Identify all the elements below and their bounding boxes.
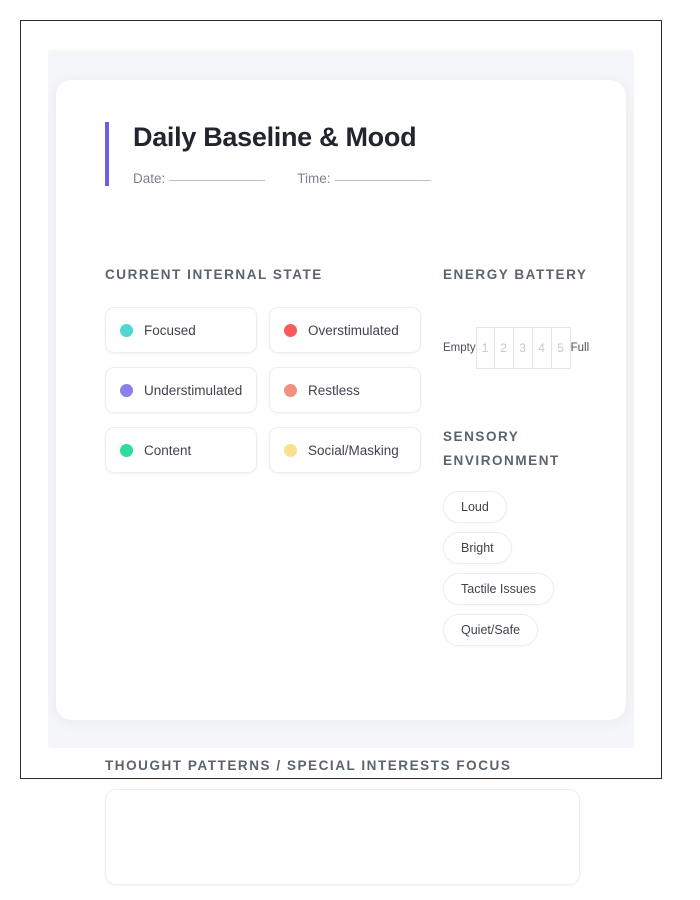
battery-cell-4[interactable]: 4 [533, 327, 552, 369]
state-option-label: Understimulated [144, 382, 243, 398]
battery-cell-3[interactable]: 3 [514, 327, 533, 369]
title-block [105, 122, 575, 186]
state-option-understimulated[interactable] [105, 367, 257, 413]
sensory-option-bright[interactable]: Bright [443, 532, 512, 564]
state-option-focused[interactable] [105, 307, 257, 353]
state-option-label: Content [144, 442, 192, 458]
date-write-line[interactable] [169, 180, 265, 181]
state-option-restless[interactable] [269, 367, 421, 413]
state-option-label: Social/Masking [308, 442, 399, 458]
sensory-option-tactile-issues[interactable]: Tactile Issues [443, 573, 554, 605]
battery-cell-2[interactable]: 2 [495, 327, 514, 369]
battery-cell-group [476, 327, 571, 369]
internal-state-section [105, 263, 423, 473]
battery-cell-5[interactable]: 5 [552, 327, 571, 369]
state-option-label: Overstimulated [308, 322, 399, 338]
thought-patterns-heading: THOUGHT PATTERNS / SPECIAL INTERESTS FOCUS [105, 758, 512, 773]
energy-battery-section [443, 263, 608, 369]
daily-baseline-card [56, 80, 626, 720]
page-title: Daily Baseline & Mood [133, 122, 417, 152]
state-dot-icon [284, 444, 297, 457]
time-label: Time: [297, 170, 331, 186]
energy-battery-heading: ENERGY BATTERY [443, 267, 588, 282]
date-label: Date: [133, 170, 166, 186]
internal-state-heading: CURRENT INTERNAL STATE [105, 267, 323, 282]
thought-patterns-section [105, 754, 580, 890]
state-option-label: Restless [308, 382, 360, 398]
state-dot-icon [120, 444, 133, 457]
thought-patterns-input[interactable] [105, 789, 580, 885]
date-time-row [133, 171, 575, 186]
state-dot-icon [120, 384, 133, 397]
battery-cell-1[interactable]: 1 [476, 327, 495, 369]
state-dot-icon [120, 324, 133, 337]
sensory-environment-section [443, 425, 623, 646]
state-option-social-masking[interactable] [269, 427, 421, 473]
state-option-label: Focused [144, 322, 196, 338]
time-write-line[interactable] [335, 180, 431, 181]
internal-state-grid [105, 307, 423, 473]
battery-empty-label: Empty [443, 342, 476, 355]
state-option-overstimulated[interactable] [269, 307, 421, 353]
battery-full-label: Full [570, 342, 590, 355]
sensory-option-list [443, 491, 623, 646]
sensory-option-quiet-safe[interactable]: Quiet/Safe [443, 614, 538, 646]
state-dot-icon [284, 324, 297, 337]
sensory-environment-heading: SENSORY ENVIRONMENT [443, 429, 560, 469]
state-dot-icon [284, 384, 297, 397]
state-option-content[interactable] [105, 427, 257, 473]
sensory-option-loud[interactable]: Loud [443, 491, 507, 523]
energy-battery-scale [443, 327, 608, 369]
